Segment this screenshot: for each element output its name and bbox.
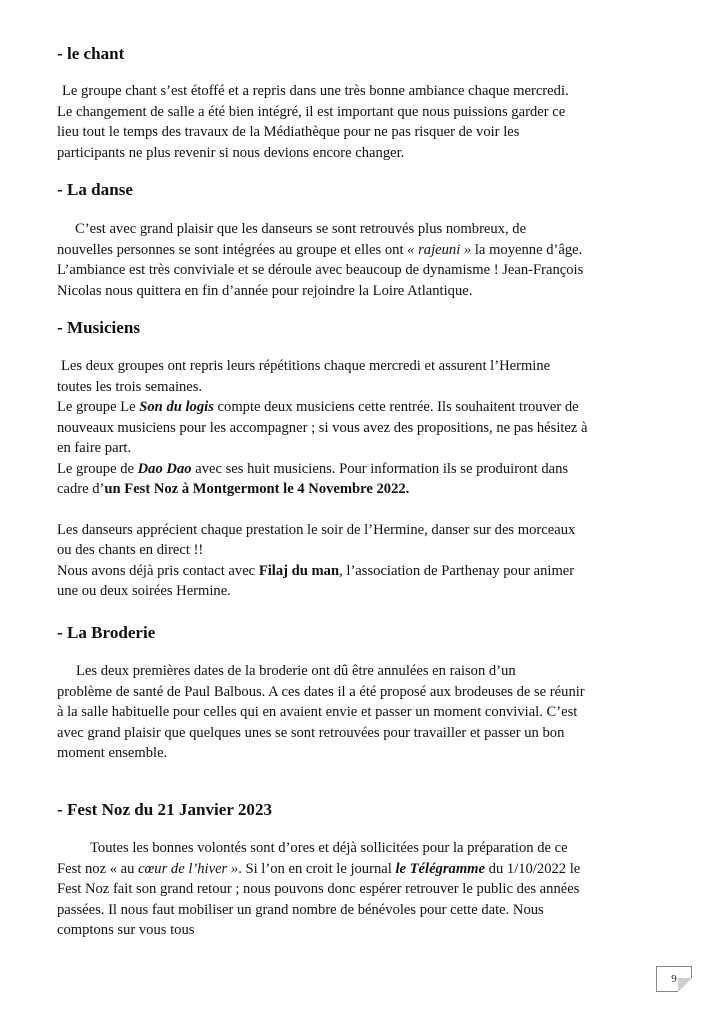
text-line: L’ambiance est très conviviale et se déroule avec beaucoup de dynamisme ! Jean-François <box>57 262 584 278</box>
text-line: Le groupe chant s’est étoffé et a repris dans une très bonne ambiance chaque mercredi. <box>62 83 569 99</box>
event-highlight: un Fest Noz à Montgermont le 4 Novembre 2022. <box>104 481 410 497</box>
section-heading-fest-noz: - Fest Noz du 21 Janvier 2023 <box>57 800 273 819</box>
emphasis-text: cœur de l’hiver » <box>138 860 239 877</box>
paragraph-chant <box>57 81 661 163</box>
text-segment: du 1/10/2022 le <box>485 860 581 877</box>
section-heading-broderie: - La Broderie <box>57 623 156 642</box>
paragraph-fest-noz <box>57 838 661 941</box>
text-segment: avec ses huit musiciens. Pour information ils se produiront dans <box>191 460 569 477</box>
text-line: Les deux premières dates de la broderie ont dû être annulées en raison d’un <box>76 663 516 679</box>
text-line: Les danseurs apprécient chaque prestation le soir de l’Hermine, danser sur des morceaux <box>57 521 576 538</box>
text-segment: Le groupe de <box>57 460 138 477</box>
text-segment: Le groupe Le <box>57 399 140 415</box>
text-line: toutes les trois semaines. <box>57 378 203 395</box>
text-line: moment ensemble. <box>57 745 168 761</box>
association-name: Filaj du man <box>258 562 340 579</box>
text-line: en faire part. <box>57 440 132 456</box>
text-segment: compte deux musiciens cette rentrée. Ils souhaitent trouver de <box>213 399 579 415</box>
text-line: passées. Il nous faut mobiliser un grand nombre de bénévoles pour cette date. Nous <box>57 901 544 918</box>
text-line <box>57 561 661 582</box>
text-line: Nicolas nous quittera en fin d’année pour rejoindre la Loire Atlantique. <box>57 282 473 299</box>
text-line: à la salle habituelle pour celles qui en avaient envie et passer un moment convivial. C’est <box>57 704 578 720</box>
section-heading-chant: - le chant <box>57 44 125 63</box>
text-segment: nouvelles personnes se sont intégrées au groupe et elles ont <box>57 241 408 258</box>
text-line: nouveaux musiciens pour les accompagner ; si vous avez des propositions, ne pas hésitez à <box>57 419 588 436</box>
text-line: une ou deux soirées Hermine. <box>57 583 231 599</box>
text-line: avec grand plaisir que quelques unes se sont retrouvées pour travailler et passer un bon <box>57 724 565 741</box>
section-heading-musiciens: - Musiciens <box>57 318 141 337</box>
text-line <box>57 397 661 418</box>
text-line: Toutes les bonnes volontés sont d’ores et déjà sollicitées pour la préparation de ce <box>90 840 568 856</box>
text-segment: Fest noz « au <box>57 860 139 877</box>
text-line <box>57 859 661 880</box>
text-line: problème de santé de Paul Balbous. A ces dates il a été proposé aux brodeuses de se réunir <box>57 683 585 700</box>
text-segment: , l’association de Parthenay pour animer <box>339 562 575 579</box>
text-segment: Nous avons déjà pris contact avec <box>57 562 259 579</box>
paragraph-musiciens <box>57 356 661 602</box>
text-line: ou des chants en direct !! <box>57 542 204 558</box>
newspaper-name: le Télégramme <box>395 860 486 877</box>
section-heading-danse: - La danse <box>57 180 133 199</box>
text-line: C’est avec grand plaisir que les danseurs se sont retrouvés plus nombreux, de <box>75 221 527 237</box>
text-line: lieu tout le temps des travaux de la Médiathèque pour ne pas risquer de voir les <box>57 124 520 140</box>
text-line: comptons sur vous tous <box>57 922 195 938</box>
text-line <box>57 479 661 500</box>
text-line: participants ne plus revenir si nous devions encore changer. <box>57 144 405 161</box>
text-line: Les deux groupes ont repris leurs répétitions chaque mercredi et assurent l’Hermine <box>61 358 551 374</box>
emphasis-text: « rajeuni » <box>407 241 472 258</box>
text-segment: la moyenne d’âge. <box>471 241 583 258</box>
text-line <box>57 459 661 480</box>
text-line: Fest Noz fait son grand retour ; nous pouvons donc espérer retrouver le public des années <box>57 881 580 897</box>
text-line <box>57 240 661 261</box>
paragraph-danse <box>57 219 661 301</box>
paragraph-broderie <box>57 661 661 764</box>
text-line: Le changement de salle a été bien intégré, il est important que nous puissions garder ce <box>57 103 566 120</box>
band-name-dao-dao: Dao Dao <box>137 460 192 477</box>
text-segment: cadre d’ <box>57 481 105 497</box>
page-number: 9 <box>656 966 692 992</box>
text-segment: . Si l’on en croit le journal <box>238 860 396 877</box>
band-name-son-du-logis: Son du logis <box>139 399 214 415</box>
